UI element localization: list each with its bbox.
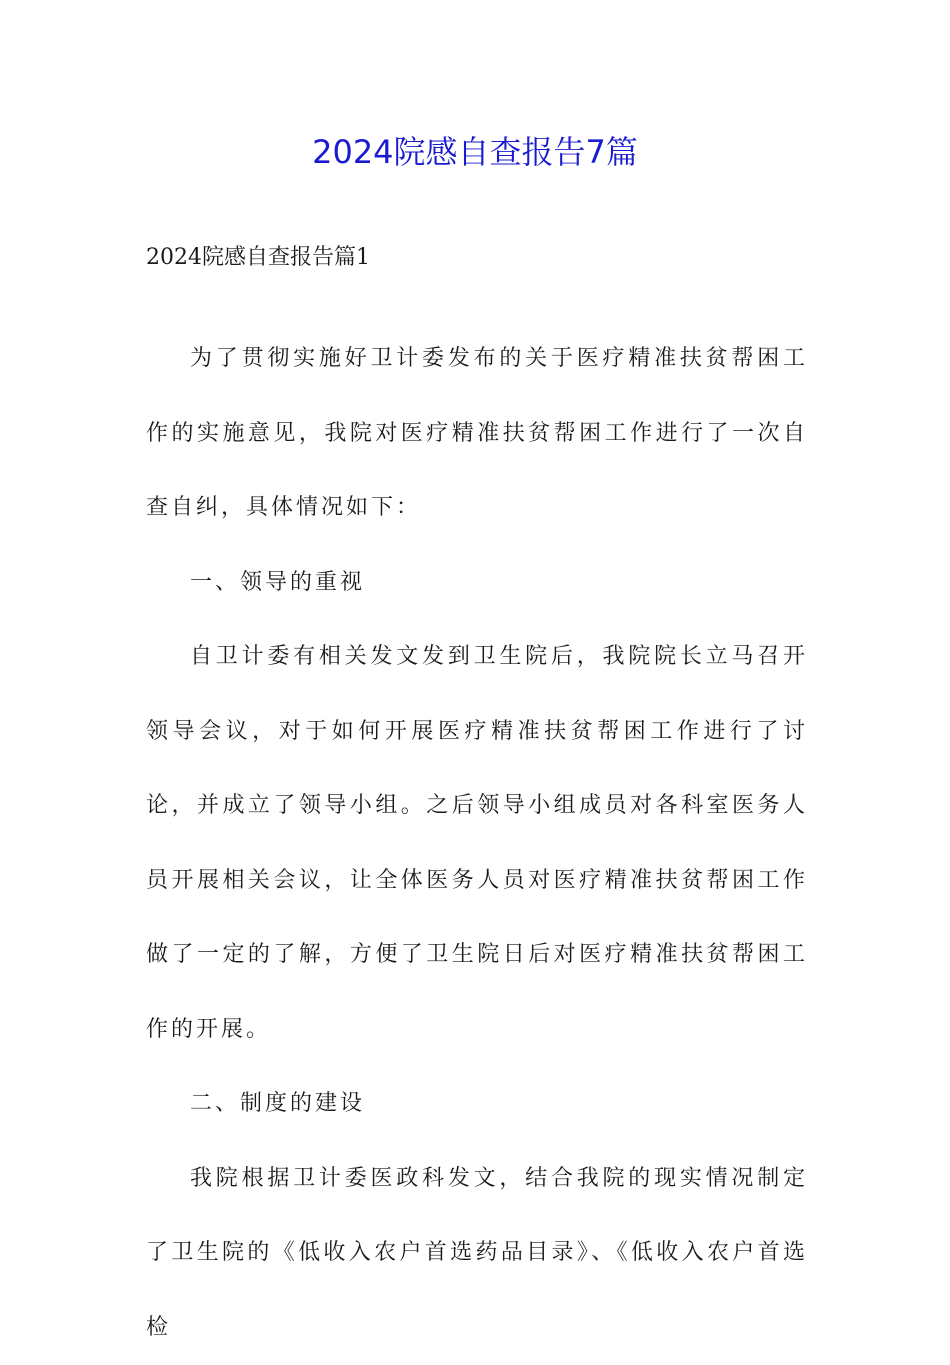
spacer [146,276,808,322]
paragraph-intro: 为了贯彻实施好卫计委发布的关于医疗精准扶贫帮困工作的实施意见，我院对医疗精准扶贫帮困工作进行了一次自查自纠，具体情况如下： [146,322,808,546]
heading-system: 二、制度的建设 [146,1067,808,1142]
heading-leadership: 一、领导的重视 [146,546,808,621]
document-title: 2024院感自查报告7篇 [0,128,950,176]
section-title: 2024院感自查报告篇1 [146,240,808,276]
document-body [146,240,808,1365]
paragraph-system: 我院根据卫计委医政科发文，结合我院的现实情况制定了卫生院的《低收入农户首选药品目录》、《低收入农户首选检 [146,1142,808,1365]
paragraph-leadership: 自卫计委有相关发文发到卫生院后，我院院长立马召开领导会议，对于如何开展医疗精准扶贫帮困工作进行了讨论，并成立了领导小组。之后领导小组成员对各科室医务人员开展相关会议，让全体医务人员对医疗精准扶贫帮困工作做了一定的了解，方便了卫生院日后对医疗精准扶贫帮困工作的开展。 [146,620,808,1067]
